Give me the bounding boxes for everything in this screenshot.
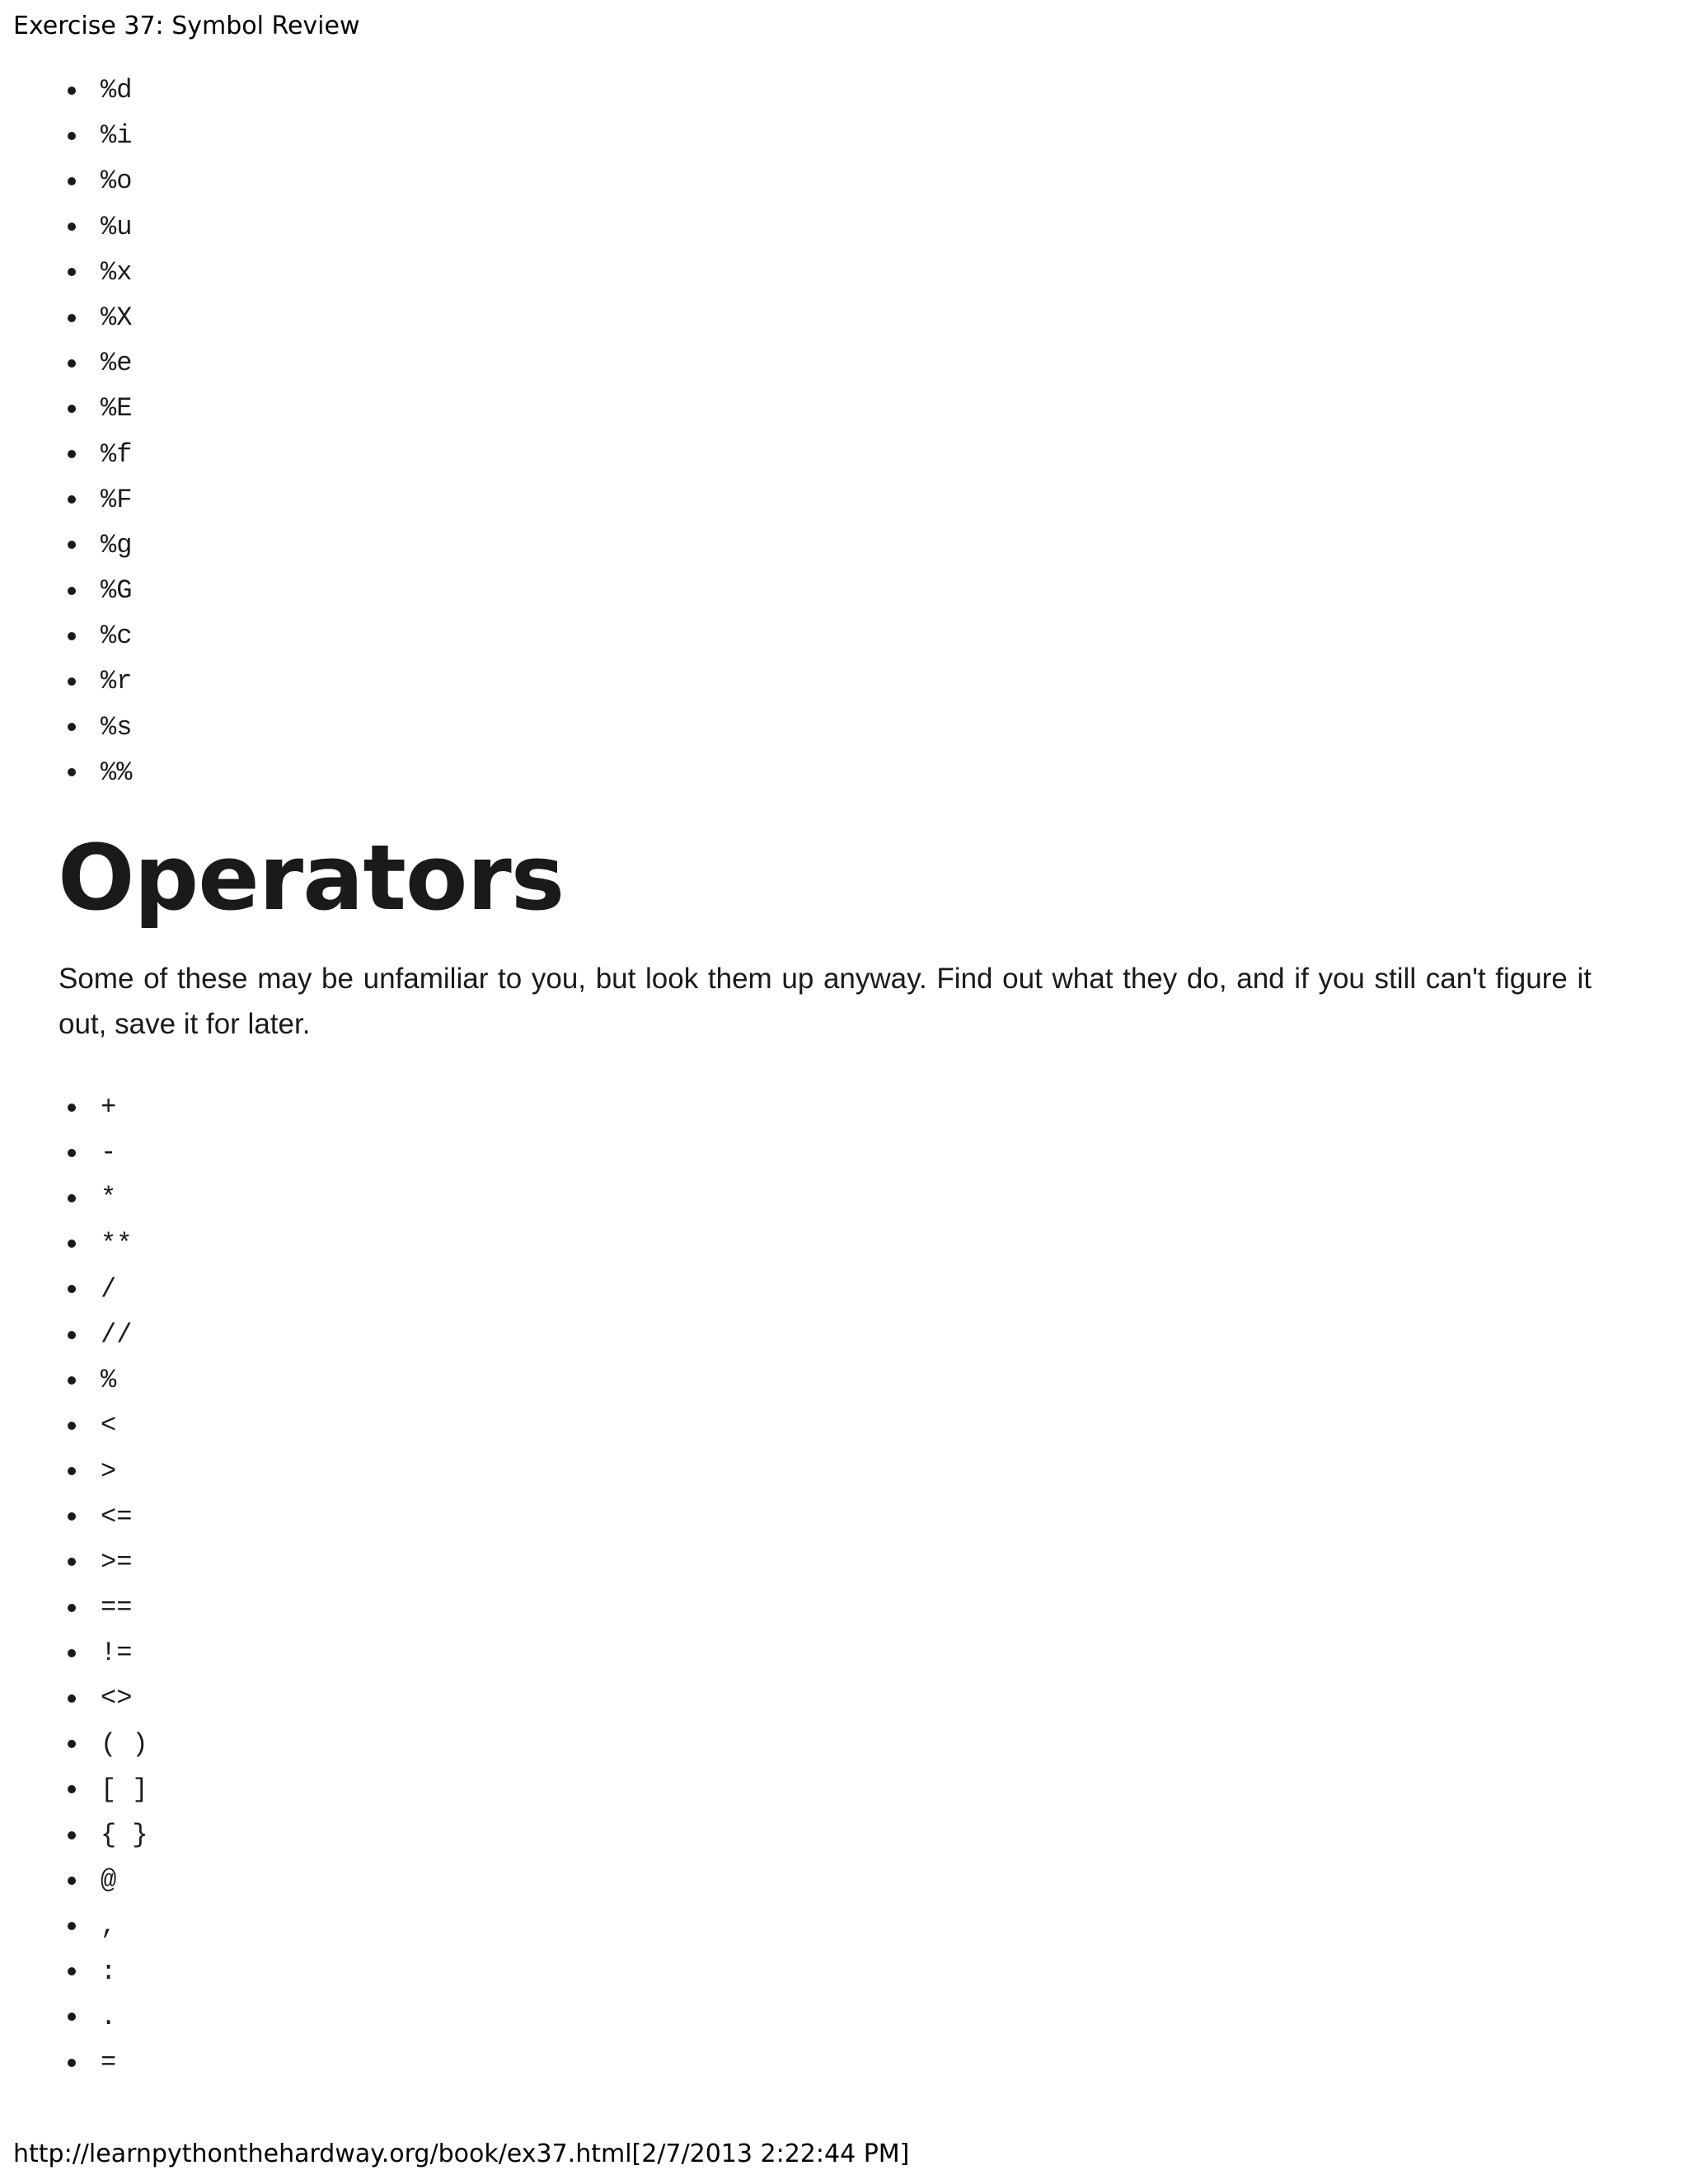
bullet-icon [68,723,76,731]
operator-item-text: { } [101,1820,148,1850]
operator-item [59,1267,148,1312]
operator-item [59,1403,148,1448]
operator-item-text: . [101,2001,117,2032]
bullet-icon [68,1922,76,1930]
bullet-icon [68,1831,76,1840]
bullet-icon [68,1149,76,1157]
operator-item [59,1175,148,1221]
format-item-text: %E [101,393,133,424]
operator-item-text: ** [101,1228,133,1259]
bullet-icon [68,87,76,95]
format-item [59,386,132,431]
format-item-text: %G [101,575,133,607]
format-item-text: %s [101,711,133,743]
operator-item-text: > [101,1455,117,1487]
operators-heading: Operators [58,825,565,930]
format-item [59,568,132,613]
bullet-icon [68,2013,76,2021]
operator-item-text: = [101,2046,117,2078]
operator-item [59,1630,148,1675]
operator-item [59,1675,148,1721]
format-item [59,432,132,477]
operator-item [59,1221,148,1267]
operator-list [59,1085,148,2085]
bullet-icon [68,268,76,276]
format-item-text: %% [101,757,133,788]
bullet-icon [68,1967,76,1975]
format-item [59,250,132,295]
operator-item [59,1312,148,1357]
format-item [59,523,132,568]
operator-item-text: != [101,1638,133,1669]
bullet-icon [68,1604,76,1612]
bullet-icon [68,405,76,413]
format-item-text: %g [101,529,133,560]
operator-item [59,1858,148,1903]
bullet-icon [68,677,76,686]
operator-item [59,1494,148,1540]
operator-item-text: , [101,1910,117,1942]
format-item-text: %e [101,348,133,379]
bullet-icon [68,1558,76,1566]
bullet-icon [68,1331,76,1339]
format-item [59,340,132,386]
operator-item [59,1540,148,1585]
bullet-icon [68,1785,76,1793]
format-item-text: %u [101,211,133,242]
format-item [59,613,132,658]
bullet-icon [68,1422,76,1430]
bullet-icon [68,1694,76,1703]
bullet-icon [68,132,76,140]
bullet-icon [68,541,76,549]
operator-item-text: // [101,1319,133,1350]
bullet-icon [68,1240,76,1248]
operator-item [59,1449,148,1494]
operator-item [59,1903,148,1948]
format-item [59,295,132,340]
operator-item [59,1357,148,1403]
bullet-icon [68,1104,76,1112]
format-item-text: %o [101,166,133,197]
bullet-icon [68,359,76,368]
operator-item [59,1085,148,1130]
operator-item-text: * [101,1183,117,1214]
operators-intro: Some of these may be unfamiliar to you, but look them up anyway. Find out what they do, and if you still can't figure it out, save it for later. [59,963,1592,1040]
operator-item [59,2040,148,2085]
format-item [59,68,132,113]
print-footer: http://learnpythonthehardway.org/book/ex37.html[2/7/2013 2:22:44 PM] [13,2139,910,2168]
format-item-text: %f [101,438,133,470]
operator-item [59,1130,148,1175]
operator-item [59,1949,148,1994]
operator-item-text: <> [101,1683,133,1714]
format-item [59,750,132,795]
format-item [59,113,132,158]
operator-item [59,1812,148,1858]
format-item [59,658,132,704]
bullet-icon [68,1194,76,1202]
operator-item-text: ( ) [101,1728,148,1760]
format-item [59,204,132,250]
format-item-text: %F [101,484,133,515]
print-header: Exercise 37: Symbol Review [13,12,360,40]
format-item [59,158,132,204]
bullet-icon [68,1740,76,1748]
format-item-text: %x [101,256,133,288]
format-item-text: %r [101,666,133,697]
operator-item-text: >= [101,1546,133,1577]
bullet-icon [68,1877,76,1885]
format-item-text: %i [101,120,133,152]
bullet-icon [68,177,76,185]
bullet-icon [68,314,76,322]
bullet-icon [68,768,76,776]
operator-item [59,1722,148,1767]
operator-item-text: <= [101,1501,133,1532]
bullet-icon [68,587,76,595]
format-item [59,705,132,750]
operator-item-text: / [101,1273,117,1305]
operator-item [59,1585,148,1630]
bullet-icon [68,1649,76,1657]
operator-item-text: + [101,1092,117,1122]
bullet-icon [68,632,76,640]
operator-item-text: % [101,1365,117,1396]
operator-item-text: - [101,1137,117,1169]
operator-item-text: == [101,1592,133,1624]
bullet-icon [68,1467,76,1475]
bullet-icon [68,2059,76,2067]
format-item-text: %X [101,302,133,333]
format-item-text: %c [101,621,133,652]
bullet-icon [68,1376,76,1385]
operator-item-text: @ [101,1865,117,1896]
format-string-list [59,68,132,795]
operator-item [59,1994,148,2040]
operator-item-text: [ ] [101,1774,148,1805]
bullet-icon [68,495,76,504]
bullet-icon [68,1512,76,1521]
operator-item [59,1767,148,1812]
operator-item-text: : [101,1956,117,1987]
format-item [59,477,132,523]
bullet-icon [68,1285,76,1293]
bullet-icon [68,223,76,231]
operator-item-text: < [101,1410,117,1441]
format-item-text: %d [101,75,133,105]
bullet-icon [68,450,76,458]
